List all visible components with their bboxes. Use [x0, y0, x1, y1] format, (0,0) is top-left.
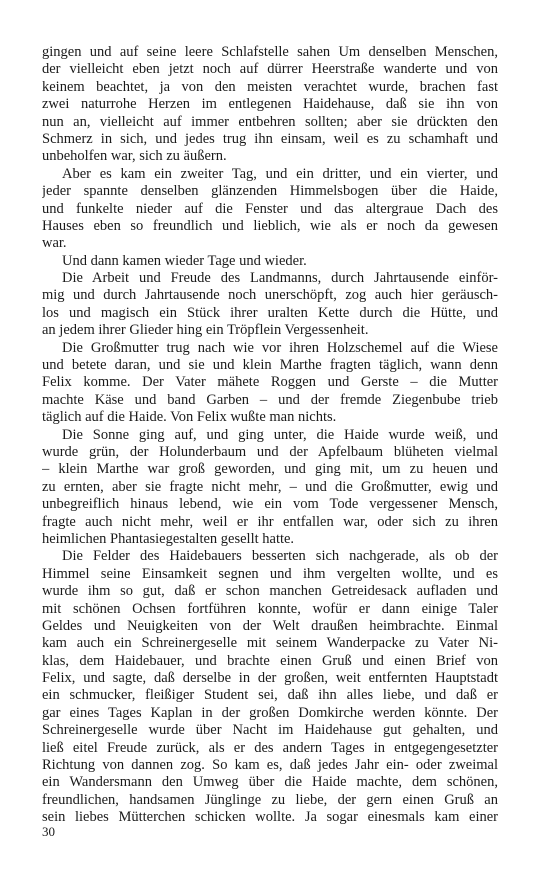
- text-line: an jedem ihrer Glieder hing ein Tröpflein Vergessenheit.: [42, 322, 369, 339]
- text-line: nun an, vielleicht auf immer entbehren sollten; aber sie drückten den: [42, 113, 498, 130]
- text-line: – klein Marthe war groß geworden, und ging mit, um zu heuen und: [42, 461, 498, 478]
- text-line: Und dann kamen wieder Tage und wieder.: [62, 252, 307, 269]
- text-line: Die Großmutter trug nach wie vor ihren Holzschemel auf die Wiese: [62, 339, 498, 356]
- text-line: kam auch ein Schreinergeselle mit seinem Wanderpacke zu Vater Ni-: [42, 635, 498, 652]
- text-line: los und magisch ein Stück ihrer uralten Kette durch die Hütte, und: [42, 304, 498, 321]
- text-line: Die Sonne ging auf, und ging unter, die Haide wurde weiß, und: [62, 426, 498, 443]
- text-line: wurde ihm so gut, daß er schon manchen Getreidesack aufladen und: [42, 583, 498, 600]
- text-line: ließ eitel Freude zurück, als er des andern Tages in entgegengesetzter: [42, 739, 498, 756]
- text-line: und betete daran, und sie und klein Marthe fragten täglich, wann denn: [42, 357, 498, 374]
- text-line: mig und durch Jahrtausende noch unerschöpft, zog auch hier geräusch-: [42, 287, 498, 304]
- text-line: Schmerz in sich, und jedes trug ihn einsam, weil es zu schamhaft und: [42, 130, 498, 147]
- text-line: ein schmucker, fleißiger Student sei, daß ihn alles liebe, und daß er: [42, 687, 498, 704]
- text-line: klas, dem Haidebauer, und brachte einen Gruß und einen Brief von: [42, 652, 498, 669]
- text-line: Schreinergeselle wurde über Nacht im Haidehause gut gehalten, und: [42, 722, 498, 739]
- text-line: Felix, und sagte, daß derselbe in der großen, weit entfernten Hauptstadt: [42, 670, 498, 687]
- text-line: sein liebes Mütterchen schicken wollte. Ja sogar einesmals kam einer: [42, 809, 498, 826]
- text-line: täglich auf die Haide. Von Felix wußte man nichts.: [42, 409, 337, 426]
- text-line: Hauses eben so freundlich und lieblich, wie als er noch da gewesen: [42, 217, 498, 234]
- text-line: Felix komme. Der Vater mähete Roggen und Gerste – die Mutter: [42, 374, 498, 391]
- text-line: wurde grün, der Holunderbaum und der Apfelbaum blüheten vielmal: [42, 443, 498, 460]
- text-line: Aber es kam ein zweiter Tag, und ein dritter, und ein vierter, und: [62, 165, 498, 182]
- text-line: fragte auch nicht mehr, weil er ihr entfallen war, oder sich zu ihren: [42, 513, 498, 530]
- text-line: Himmel seine Einsamkeit segnen und ihm vergelten wollte, und es: [42, 565, 498, 582]
- text-line: heimlichen Phantasiegestalten gesellt hatte.: [42, 530, 295, 547]
- text-line: Geldes und Neuigkeiten von der Welt draußen heimbrachte. Einmal: [42, 617, 498, 634]
- text-line: zwei naturrohe Herzen im entlegenen Haidehause, daß sie ihn von: [42, 96, 498, 113]
- text-line: gar eines Tages Kaplan in der großen Domkirche werden könnte. Der: [42, 704, 498, 721]
- page-number: 30: [42, 824, 55, 839]
- text-line: freundlichen, handsamen Jünglinge zu liebe, der gern einen Gruß an: [42, 791, 498, 808]
- text-line: war.: [42, 235, 67, 252]
- text-line: unbegreiflich hinaus lebend, wie ein vom Tode vergessener Mensch,: [42, 496, 498, 513]
- text-line: gingen und auf seine leere Schlafstelle sahen Um denselben Menschen,: [42, 44, 498, 60]
- text-line: machte Käse und band Garben – und der fremde Ziegenbube trieb: [42, 391, 498, 408]
- text-line: mit schönen Ochsen fortführen konnte, wofür er dann einige Taler: [42, 600, 498, 617]
- text-line: ein Wandersmann den Umweg über die Haide machte, dem schönen,: [42, 774, 498, 791]
- text-line: unbeholfen war, sich zu äußern.: [42, 148, 227, 165]
- text-line: Die Felder des Haidebauers besserten sich nachgerade, als ob der: [62, 548, 498, 565]
- text-page: [42, 44, 498, 827]
- text-line: der vielleicht eben jetzt noch auf dürrer Heerstraße wanderte und von: [42, 61, 498, 78]
- text-line: Die Arbeit und Freude des Landmanns, durch Jahrtausende einför-: [62, 270, 498, 287]
- text-line: Richtung von dannen zog. So kam es, daß jedes Jahr ein- oder zweimal: [42, 757, 498, 774]
- text-line: zu ernten, aber sie fragte nicht mehr, – und die Großmutter, ewig und: [42, 478, 498, 495]
- text-line: und funkelte nieder auf die Fenster und das altergraue Dach des: [42, 200, 498, 217]
- text-line: jeder spannte denselben glänzenden Himmelsbogen über die Haide,: [42, 183, 498, 200]
- text-line: keinem beachtet, ja von den meisten verachtet wurde, brachen fast: [42, 78, 498, 95]
